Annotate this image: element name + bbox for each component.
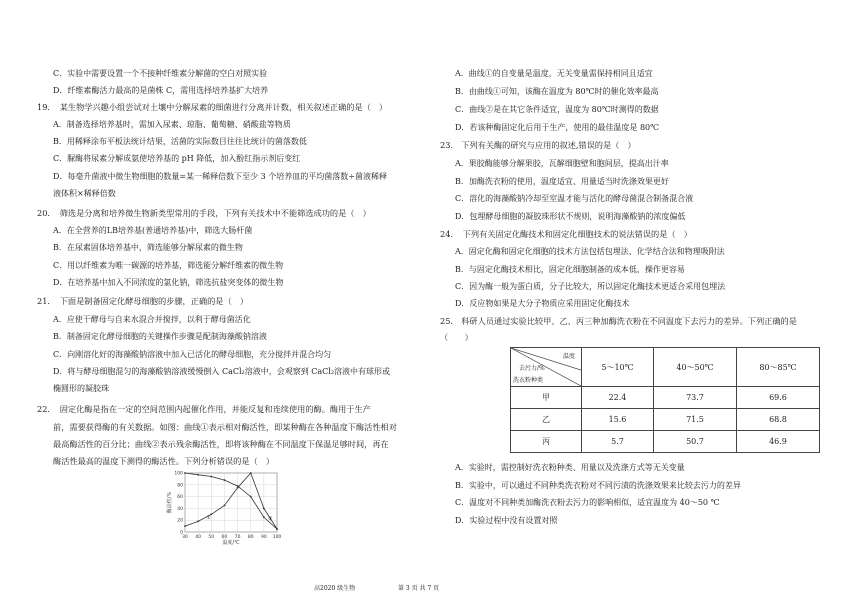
q23-option-c: C．溶化的海藻酸钠冷却至室温才能与活化的酵母菌混合制备混合液: [455, 194, 694, 203]
table-cell: 5.7: [582, 431, 654, 453]
series-line-1: [185, 473, 277, 529]
table-col-header: 5～10℃: [582, 348, 654, 387]
data-point: [263, 516, 265, 518]
table-col-header: 40～50℃: [653, 348, 736, 387]
x-tick-label: 80: [247, 535, 254, 540]
data-point: [184, 472, 186, 474]
header-temperature: 温度: [562, 353, 575, 360]
table-row: [511, 409, 820, 431]
y-tick-label: 80: [177, 483, 183, 489]
q19-option-b: B．用稀释涂布平板法统计结果，活菌的实际数目往往比统计的菌落数低: [53, 137, 307, 146]
q20-option-a: A．在全营养的LB培养基(普通培养基)中，筛选大肠杆菌: [53, 226, 253, 235]
q24-option-a: A．固定化酶和固定化细胞的技术方法包括包埋法、化学结合法和物理吸附法: [455, 247, 725, 256]
data-point: [210, 476, 212, 478]
q23-option-a: A．果胶酶能够分解果胶，瓦解细胞壁和胞间层，提高出汁率: [455, 159, 669, 168]
row-label: 甲: [511, 387, 582, 409]
row-label: 丙: [511, 431, 582, 453]
q20-stem: 20． 筛选是分离和培养微生物新类型常用的手段，下列有关技术中不能筛选成功的是（ ）: [37, 208, 371, 218]
table-cell: 15.6: [582, 409, 654, 431]
q21-option-b: B．制备固定化酵母细胞的关键操作步骤是配制海藻酸钠溶液: [53, 332, 267, 341]
data-point: [197, 474, 199, 476]
q21-stem: 21． 下面是制备固定化酵母细胞的步骤，正确的是（ ）: [37, 296, 249, 306]
q20-option-c: C．用以纤维素为唯一碳源的培养基，筛选能分解纤维素的微生物: [53, 261, 284, 270]
x-tick-label: 30: [182, 535, 188, 540]
table-cell: 71.5: [653, 409, 736, 431]
q19-option-a: A．制备选择培养基时，需加入尿素、琼脂、葡萄糖、硝酸盐等物质: [53, 120, 291, 129]
q24-option-d: D．反应物如果是大分子物质应采用固定化酶技术: [455, 299, 630, 308]
q25-stem-line1: 25. 科研人员通过实验比较甲、乙、丙三种加酶洗衣粉在不同温度下去污力的差异。下列正确的是: [440, 316, 797, 326]
q20-option-b: B．在尿素固体培养基中，筛选能够分解尿素的微生物: [53, 243, 243, 252]
x-tick-label: 70: [234, 535, 241, 540]
table-cell: 68.8: [736, 409, 819, 431]
q18-option-d: D．纤维素酶活力最高的是菌株 C，需用选择培养基扩大培养: [53, 86, 269, 95]
q24-option-c: C．因为酶一般为蛋白质，分子比较大，所以固定化酶技术更适合采用包埋法: [455, 282, 726, 291]
q22-stem-line2: 前，需要获得酶的有关数据。如图：曲线①表示相对酶活性，即某种酶在各种温度下酶活性相对: [53, 422, 397, 432]
q20-option-d: D．在培养基中加入不同浓度的氯化钠，筛选抗盐突变体的微生物: [53, 278, 284, 287]
q25-option-a: A．实验时，需控制好洗衣粉种类、用量以及洗涤方式等无关变量: [455, 463, 685, 472]
table-col-header: 80～85℃: [736, 348, 819, 387]
x-tick-label: 40: [195, 535, 202, 540]
q23-option-b: B．加酶洗衣粉的使用，温度适宜、用量适当时洗涤效果更好: [455, 177, 669, 186]
enzyme-activity-chart: [165, 468, 285, 546]
q25-option-c: C．温度对不同种类加酶洗衣粉去污力的影响相似，适宜温度为 40～50 ℃: [455, 498, 720, 507]
y-tick-label: 0: [180, 530, 183, 536]
table-cell: 73.7: [653, 387, 736, 409]
x-tick-label: 60: [221, 535, 228, 540]
q25-stem-line2: （ ）: [440, 332, 473, 342]
data-point: [250, 496, 252, 498]
data-point: [224, 479, 226, 481]
data-point: [276, 528, 278, 530]
q21-option-c: C．向刚溶化好的海藻酸钠溶液中加入已活化的酵母细胞，充分搅拌并混合均匀: [53, 350, 332, 359]
data-point: [184, 525, 186, 527]
x-tick-label: 90: [260, 535, 267, 540]
series-label-1: ①: [206, 515, 211, 522]
header-detergent-type: 洗衣粉种类: [513, 377, 544, 384]
data-point: [263, 508, 265, 510]
table-header-diagonal-cell: [511, 348, 582, 387]
q19-stem: 19． 某生物学兴趣小组尝试对土壤中分解尿素的细菌进行分离并计数，相关叙述正确的是（ ）: [37, 102, 388, 112]
table-cell: 22.4: [582, 387, 654, 409]
q19-option-d-line1: D．每毫升菌液中微生物细胞的数量=某一稀释倍数下至少 3 个培养皿的平均菌落数÷菌液稀释: [53, 172, 387, 181]
q18-option-c: C．实验中需要设置一个不接种纤维素分解菌的空白对照实验: [53, 69, 268, 78]
data-point: [224, 505, 226, 507]
q22-stem-line3: 最高酶活性的百分比；曲线②表示残余酶活性，即将该种酶在不同温度下保温足够时间，再在: [53, 439, 389, 449]
data-point: [197, 520, 199, 522]
y-tick-label: 20: [177, 518, 183, 524]
series-label-2: ②: [268, 516, 273, 523]
y-tick-label: 100: [174, 471, 183, 477]
q21-option-d-line1: D．将与酵母细胞混匀的海藻酸钠溶液缓慢倒入 CaCl₂溶液中，会观察到 CaCl₂溶液中有球形或: [53, 367, 391, 376]
y-tick-label: 40: [177, 506, 183, 512]
table-cell: 69.6: [736, 387, 819, 409]
data-point: [250, 472, 252, 474]
q24-option-b: B．与固定化酶技术相比，固定化细胞制备的成本低，操作更容易: [455, 265, 685, 274]
plot-frame: [185, 473, 277, 532]
x-axis-label: 温度/℃: [222, 540, 240, 546]
table-row: [511, 387, 820, 409]
q21-option-a: A．应使干酵母与自来水混合并搅拌，以利于酵母菌活化: [53, 315, 251, 324]
data-point: [237, 485, 239, 487]
row-label: 乙: [511, 409, 582, 431]
q21-option-d-line2: 椭圆形的凝胶珠: [53, 384, 109, 393]
table-row: [511, 431, 820, 453]
q22-option-b: B．由曲线①可知，该酶在温度为 80℃时的催化效率最高: [455, 87, 659, 96]
q22-stem-line4: 酶活性最高的温度下测得的酶活性。下列分析错误的是（ ）: [53, 456, 275, 466]
x-tick-label: 50: [208, 535, 215, 540]
y-axis-label: 酶活性/%: [167, 491, 173, 514]
detergent-table: [510, 347, 820, 453]
x-tick-label: 100: [272, 535, 282, 540]
table-cell: 46.9: [736, 431, 819, 453]
q22-option-d: D．若该种酶固定化后用于生产，使用的最佳温度是 80℃: [455, 123, 660, 132]
q24-stem: 24． 下列有关固定化酶技术和固定化细胞技术的说法错误的是（ ）: [440, 229, 692, 239]
q25-option-b: B．实验中，可以通过不同种类洗衣粉对不同污渍的洗涤效果来比较去污力的差异: [455, 481, 741, 490]
q22-option-c: C．曲线②是在其它条件适宜，温度为 80℃时测得的数据: [455, 105, 659, 114]
footer-page-number: 第 3 页 共 7 页: [398, 585, 440, 592]
y-tick-label: 60: [177, 495, 183, 501]
data-point: [237, 487, 239, 489]
q25-option-d: D．实验过程中没有设置对照: [455, 516, 558, 525]
q19-option-c: C．脲酶将尿素分解成氨使培养基的 pH 降低，加入酚红指示剂后变红: [53, 154, 301, 163]
footer-grade: 高2020 级生物: [314, 585, 356, 592]
q22-stem-line1: 22． 固定化酶是指在一定的空间范围内起催化作用，并能反复和连续使用的酶。酶用于生产: [37, 404, 371, 414]
q23-option-d: D．包埋酵母细胞的凝胶珠形状不规则，说明海藻酸钠的浓度偏低: [455, 212, 686, 221]
q22-option-a: A．曲线①的自变量是温度，无关变量需保持相同且适宜: [455, 69, 653, 78]
q19-option-d-line2: 液体积×稀释倍数: [53, 189, 116, 198]
q23-stem: 23. 下列有关酶的研究与应用的叙述,错误的是（ ）: [440, 140, 636, 150]
table-cell: 50.7: [653, 431, 736, 453]
header-detergency: 去污力/%: [519, 365, 545, 372]
